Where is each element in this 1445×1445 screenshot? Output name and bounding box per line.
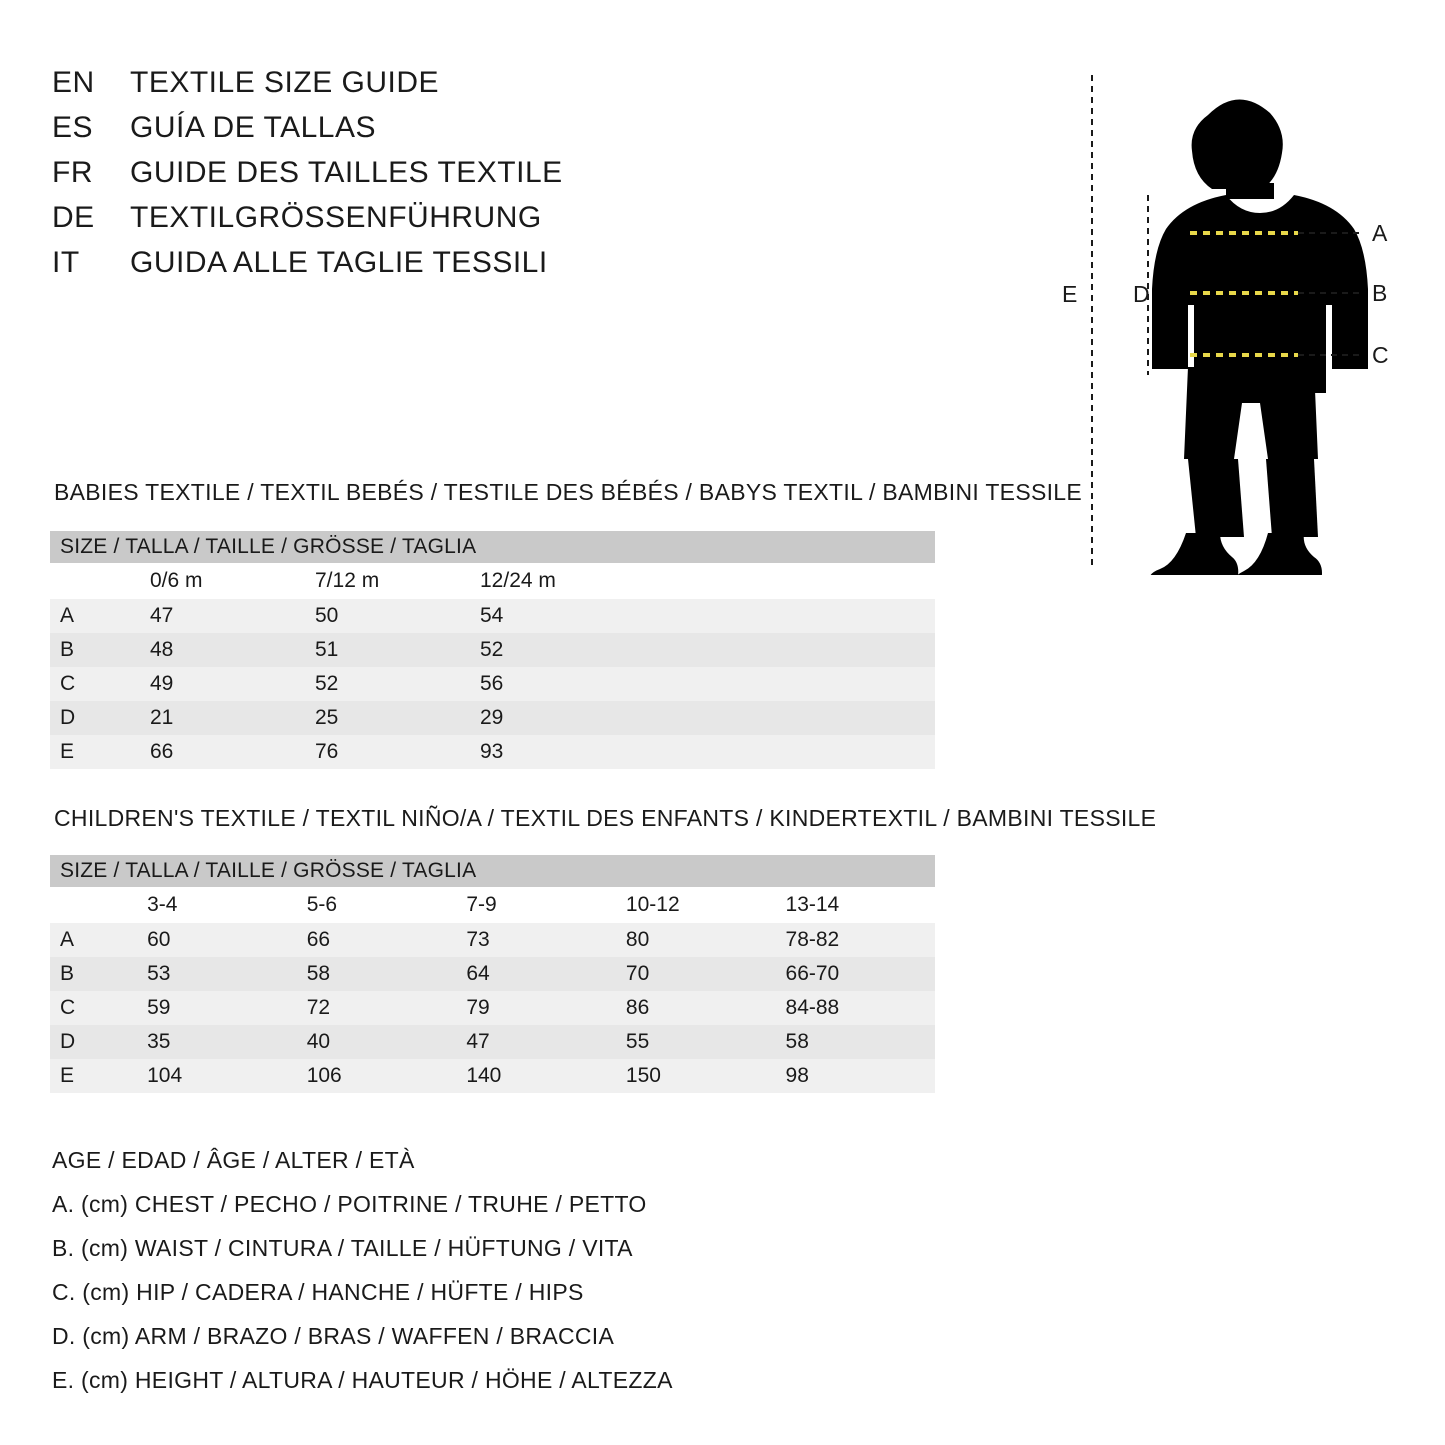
babies-c-2: 56 <box>470 667 635 701</box>
babies-col-0: 0/6 m <box>140 563 305 599</box>
babies-row-label-b: B <box>50 633 140 667</box>
children-b-1: 58 <box>297 957 457 991</box>
measurement-legend <box>52 1138 952 1402</box>
figure-label-a: A <box>1372 220 1388 246</box>
babies-b-2: 52 <box>470 633 635 667</box>
children-row-label-e: E <box>50 1059 137 1093</box>
title-row-fr <box>52 156 812 201</box>
babies-a-2: 54 <box>470 599 635 633</box>
title-block <box>52 66 812 291</box>
children-a-0: 60 <box>137 923 297 957</box>
children-c-3: 86 <box>616 991 776 1025</box>
babies-col-pad <box>635 563 935 599</box>
children-col-blank <box>50 887 137 923</box>
babies-e-0: 66 <box>140 735 305 769</box>
babies-row-label-a: A <box>50 599 140 633</box>
children-e-0: 104 <box>137 1059 297 1093</box>
children-col-2: 7-9 <box>456 887 616 923</box>
babies-d-1: 25 <box>305 701 470 735</box>
table-row <box>50 735 935 769</box>
babies-row-label-d: D <box>50 701 140 735</box>
children-c-4: 84-88 <box>776 991 935 1025</box>
legend-line-c: C. (cm) HIP / CADERA / HANCHE / HÜFTE / HIPS <box>52 1279 584 1305</box>
children-d-3: 55 <box>616 1025 776 1059</box>
title-lang-es: ES <box>52 111 94 144</box>
legend-line-e: E. (cm) HEIGHT / ALTURA / HAUTEUR / HÖHE / ALTEZZA <box>52 1367 673 1393</box>
children-d-2: 47 <box>456 1025 616 1059</box>
children-table-header-row <box>50 855 935 887</box>
babies-col-1: 7/12 m <box>305 563 470 599</box>
children-e-1: 106 <box>297 1059 457 1093</box>
title-text-en: TEXTILE SIZE GUIDE <box>130 66 440 99</box>
children-a-4: 78-82 <box>776 923 935 957</box>
children-a-2: 73 <box>456 923 616 957</box>
children-a-1: 66 <box>297 923 457 957</box>
table-row <box>50 1025 935 1059</box>
table-row <box>50 923 935 957</box>
babies-a-1: 50 <box>305 599 470 633</box>
children-col-0: 3-4 <box>137 887 297 923</box>
children-d-4: 58 <box>776 1025 935 1059</box>
babies-b-pad <box>635 633 935 667</box>
legend-line-b: B. (cm) WAIST / CINTURA / TAILLE / HÜFTUNG / VITA <box>52 1235 633 1261</box>
child-silhouette-icon <box>1149 99 1368 575</box>
measurement-figure <box>1040 55 1430 575</box>
children-c-2: 79 <box>456 991 616 1025</box>
babies-table-header-row <box>50 531 935 563</box>
children-col-3: 10-12 <box>616 887 776 923</box>
babies-c-pad <box>635 667 935 701</box>
babies-a-pad <box>635 599 935 633</box>
babies-columns-row <box>50 563 935 599</box>
figure-label-e: E <box>1062 281 1078 307</box>
title-row-de <box>52 201 812 246</box>
babies-d-0: 21 <box>140 701 305 735</box>
title-row-es <box>52 111 812 156</box>
title-lang-de: DE <box>52 201 95 234</box>
figure-label-b: B <box>1372 280 1388 306</box>
children-row-label-c: C <box>50 991 137 1025</box>
table-row <box>50 1059 935 1093</box>
title-text-it: GUIDA ALLE TAGLIE TESSILI <box>130 246 548 279</box>
title-text-es: GUÍA DE TALLAS <box>130 111 376 144</box>
children-row-label-b: B <box>50 957 137 991</box>
legend-line-a: A. (cm) CHEST / PECHO / POITRINE / TRUHE / PETTO <box>52 1191 647 1217</box>
children-e-4: 98 <box>776 1059 935 1093</box>
figure-label-d: D <box>1133 281 1150 307</box>
children-c-1: 72 <box>297 991 457 1025</box>
babies-d-2: 29 <box>470 701 635 735</box>
babies-size-table <box>50 531 935 769</box>
babies-row-label-c: C <box>50 667 140 701</box>
babies-e-2: 93 <box>470 735 635 769</box>
table-row <box>50 991 935 1025</box>
children-d-0: 35 <box>137 1025 297 1059</box>
legend-line-d: D. (cm) ARM / BRAZO / BRAS / WAFFEN / BRACCIA <box>52 1323 615 1349</box>
children-row-label-d: D <box>50 1025 137 1059</box>
children-e-2: 140 <box>456 1059 616 1093</box>
babies-c-1: 52 <box>305 667 470 701</box>
children-columns-row <box>50 887 935 923</box>
babies-size-header: SIZE / TALLA / TAILLE / GRÖSSE / TAGLIA <box>50 531 935 563</box>
babies-col-blank <box>50 563 140 599</box>
children-row-label-a: A <box>50 923 137 957</box>
children-b-4: 66-70 <box>776 957 935 991</box>
children-b-2: 64 <box>456 957 616 991</box>
title-row-en <box>52 66 812 111</box>
babies-row-label-e: E <box>50 735 140 769</box>
children-size-table <box>50 855 935 1093</box>
babies-b-0: 48 <box>140 633 305 667</box>
babies-b-1: 51 <box>305 633 470 667</box>
children-b-3: 70 <box>616 957 776 991</box>
table-row <box>50 957 935 991</box>
children-a-3: 80 <box>616 923 776 957</box>
figure-label-c: C <box>1372 342 1389 368</box>
babies-e-1: 76 <box>305 735 470 769</box>
children-size-header: SIZE / TALLA / TAILLE / GRÖSSE / TAGLIA <box>50 855 935 887</box>
children-col-1: 5-6 <box>297 887 457 923</box>
table-row <box>50 667 935 701</box>
table-row <box>50 701 935 735</box>
children-section-heading: CHILDREN'S TEXTILE / TEXTIL NIÑO/A / TEXTIL DES ENFANTS / KINDERTEXTIL / BAMBINI TESSILE <box>54 805 1157 831</box>
children-e-3: 150 <box>616 1059 776 1093</box>
children-d-1: 40 <box>297 1025 457 1059</box>
title-text-fr: GUIDE DES TAILLES TEXTILE <box>130 156 563 189</box>
title-lang-it: IT <box>52 246 80 279</box>
table-row <box>50 599 935 633</box>
children-col-4: 13-14 <box>776 887 935 923</box>
title-lang-en: EN <box>52 66 95 99</box>
title-text-de: TEXTILGRÖSSENFÜHRUNG <box>130 201 542 234</box>
babies-section-heading: BABIES TEXTILE / TEXTIL BEBÉS / TESTILE DES BÉBÉS / BABYS TEXTIL / BAMBINI TESSILE <box>54 479 1083 505</box>
table-row <box>50 633 935 667</box>
babies-e-pad <box>635 735 935 769</box>
babies-d-pad <box>635 701 935 735</box>
children-c-0: 59 <box>137 991 297 1025</box>
children-b-0: 53 <box>137 957 297 991</box>
legend-line-age: AGE / EDAD / ÂGE / ALTER / ETÀ <box>52 1147 415 1173</box>
babies-a-0: 47 <box>140 599 305 633</box>
title-lang-fr: FR <box>52 156 93 189</box>
babies-c-0: 49 <box>140 667 305 701</box>
title-row-it <box>52 246 812 291</box>
babies-col-2: 12/24 m <box>470 563 635 599</box>
